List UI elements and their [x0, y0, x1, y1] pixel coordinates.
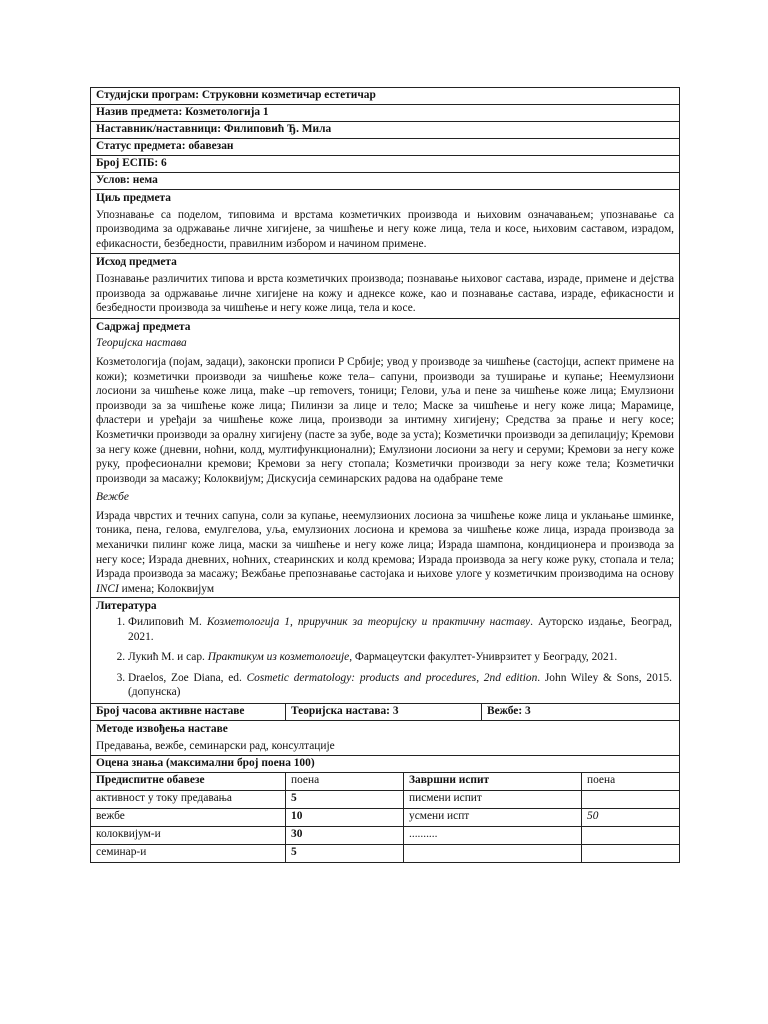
grading-row	[91, 809, 680, 827]
theory-label: Теоријска настава	[96, 337, 187, 350]
exercises-text-part2: имена; Колоквијум	[118, 582, 215, 595]
final-exam-item	[404, 845, 582, 863]
exercise-hours: Вежбе: 3	[482, 704, 680, 721]
final-exam-points	[582, 827, 680, 845]
final-exam-points	[582, 791, 680, 809]
literature-author: Филиповић М.	[128, 616, 207, 629]
content-section	[91, 318, 680, 598]
outcome-text: Познавање различитих типова и врста козметичких производа; познавање њиховог састава, израде, примене и дејства производа за одржавање личне хигијене на кожу и аднексе коже, као и познавање састава, израде, ефикасности и безбедности производа за чишћење и негу коже лица, тела и косе.	[96, 272, 675, 315]
grading-header-final-exam: Завршни испит	[404, 773, 582, 791]
pre-exam-item: семинар-и	[91, 845, 286, 863]
goal-text: Упознавање са поделом, типовима и врстама козметичких производа и њиховим означавањем; упознавање са производима за одржавање личне хигијене, за чишћење и негу коже лица, тела и косе, њиховим саставом, израдом, ефикасности, безбедности, правилним избором и начином примене.	[96, 208, 675, 250]
exercises-label: Вежбе	[96, 491, 129, 504]
subject-name-row: Назив предмета: Козметологија 1	[91, 105, 680, 122]
literature-author: Лукић М. и сар.	[128, 651, 208, 664]
condition-row: Услов: нема	[91, 173, 680, 190]
methods-text: Предавања, вежбе, семинарски рад, консултације	[96, 739, 335, 752]
pre-exam-item: активност у току предавања	[91, 791, 286, 809]
exercises-text-part1: Израда чврстих и течних сапуна, соли за купање, неемулзионих лосиона за чишћење коже лица и уклањање шминке, тоника, пена, гелова, емулгелова, уља, емулзионих лосиона и кремова за чишћење коже лица, израда производа за механички пилинг коже лица, маски за чишћење и негу коже лица; Израда шампона, кондиционера и производа за негу косе; Израда дневних, ноћних, стеаринских и колд кремова; Израда производа за негу коже руку, стопала и тела; Израда производа за масажу; Вежбање препознавање састојака и њихове улоге у козметичким производима на основу	[96, 509, 675, 581]
study-program-row: Студијски програм: Струковни козметичар естетичар	[91, 88, 680, 105]
grading-title: Оцена знања (максимални број поена 100)	[91, 756, 680, 773]
pre-exam-item: вежбе	[91, 809, 286, 827]
grading-header-points-final: поена	[582, 773, 680, 791]
literature-book-title: Практикум из козметологије	[207, 651, 350, 664]
literature-publisher: , Фармацеутски факултет-Униврзитет у Београду, 2021.	[349, 651, 618, 664]
goal-title: Циљ предмета	[96, 192, 171, 204]
literature-item	[128, 615, 674, 644]
final-exam-item: писмени испит	[404, 791, 582, 809]
theory-hours: Теоријска настава: 3	[286, 704, 482, 721]
grading-header-points: поена	[286, 773, 404, 791]
literature-list	[96, 615, 674, 700]
literature-item	[128, 650, 674, 665]
goal-section	[91, 190, 680, 254]
course-syllabus-sheet	[90, 87, 679, 863]
pre-exam-points: 5	[286, 845, 404, 863]
final-exam-points: 50	[582, 809, 680, 827]
final-exam-item: ..........	[404, 827, 582, 845]
pre-exam-points: 10	[286, 809, 404, 827]
final-exam-points	[582, 845, 680, 863]
grading-row	[91, 827, 680, 845]
theory-text: Козметологија (појам, задаци), законски прописи Р Србије; увод у производе за чишћење (састојци, аспект примене на кожи); козметички производи за чишћење коже тела– сапуни, производи за туширање и купање; Неемулзиони лосиони за чишћење коже лица, make –up removers, тоници; Гелови, уља и пене за чишћење коже лица; Емулзиони производи за за чишћење коже лица; Пилинзи за лице и тело; Маске за чишћење и негу коже лица; Марамице, фластери и уређаји за чишћење коже лица, производи за интимну хигијену; Средства за прање и негу косе; Козметички производи за оралну хигијену (пасте за зубе, воде за уста); Козметички производи за депилацију; Кремови за негу коже (дневни, ноћни, колд, мултифункционални); Емулзиони лосиони за негу и серуми; Кремови за негу коже руку, професионални кремови; Кремови за негу стопала; Козметички производи за негу коже тела; Козметички производи за масажу; Колоквијум; Дискусија семинарских радова на одабране теме	[96, 355, 675, 485]
literature-section	[91, 598, 680, 704]
subject-status-row: Статус предмета: обавезан	[91, 139, 680, 156]
outcome-title: Исход предмета	[96, 256, 177, 269]
pre-exam-item: колоквијум-и	[91, 827, 286, 845]
grading-row	[91, 845, 680, 863]
pre-exam-points: 5	[286, 791, 404, 809]
literature-publisher: . Ауторско издање, Београд, 2021.	[128, 616, 672, 643]
literature-book-title: Cosmetic dermatology: products and procedures, 2nd edition	[246, 671, 538, 684]
methods-section	[91, 721, 680, 756]
exercises-text	[96, 509, 674, 597]
pre-exam-points: 30	[286, 827, 404, 845]
ects-row: Број ЕСПБ: 6	[91, 156, 680, 173]
syllabus-table	[90, 87, 680, 863]
literature-author: Draelos, Zoe Diana, ed.	[128, 671, 247, 684]
teacher-row: Наставник/наставници: Филиповић Ђ. Мила	[91, 122, 680, 139]
grading-header-pre-exam: Предиспитне обавезе	[91, 773, 286, 791]
inci-term: INCI	[96, 582, 119, 595]
literature-book-title: Козметологија 1, приручник за теоријску и практичну наставу	[206, 616, 531, 629]
content-title: Садржај предмета	[96, 320, 191, 333]
literature-item	[128, 671, 674, 700]
outcome-section	[91, 254, 680, 318]
literature-title: Литература	[96, 600, 157, 613]
grading-row	[91, 791, 680, 809]
literature-publisher: . John Wiley & Sons, 2015. (допунска)	[128, 671, 673, 699]
active-hours-label: Број часова активне наставе	[91, 704, 286, 721]
methods-title: Методе извођења наставе	[96, 723, 228, 735]
final-exam-item: усмени испт	[404, 809, 582, 827]
